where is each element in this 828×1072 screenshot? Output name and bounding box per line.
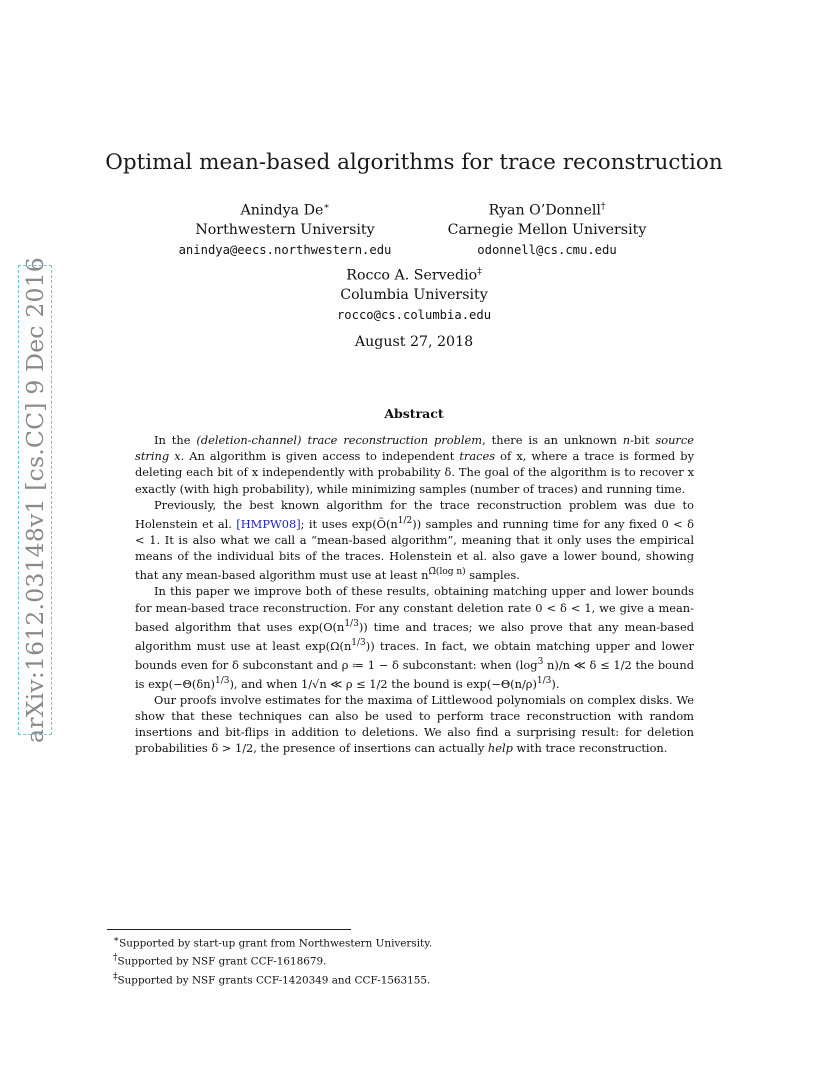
author-block-2	[412, 198, 682, 260]
footnotes	[113, 933, 432, 988]
footnote-2	[113, 951, 432, 969]
author-footnote-mark: ‡	[477, 267, 482, 277]
exponent: 1/3	[344, 618, 359, 629]
abstract-heading: Abstract	[384, 406, 444, 421]
exponent: 1/3	[536, 675, 552, 686]
author-name: Ryan O’Donnell	[488, 202, 601, 219]
author-name: Rocco A. Servedio	[346, 267, 478, 284]
paper-title: Optimal mean-based algorithms for trace reconstruction	[105, 150, 723, 175]
emphasis: help	[487, 741, 513, 756]
text-run: . An algorithm is given access to independent	[180, 449, 460, 464]
author-affiliation: Columbia University	[340, 287, 488, 304]
footnote-1	[113, 933, 432, 951]
footnote-text: Supported by NSF grants CCF-1420349 and CCF-1563155.	[117, 974, 431, 987]
abstract-paragraph-3	[135, 583, 694, 691]
emphasis: (deletion-channel) trace reconstruction problem	[196, 433, 483, 447]
footnote-rule	[107, 929, 351, 930]
text-run: n)/n ≪ δ ≤ 1/2 the bound is exp(−Θ(δn)	[135, 657, 694, 691]
arxiv-identifier: arXiv:1612.03148v1 [cs.CC] 9 Dec 2016	[21, 257, 49, 743]
author-block-3	[279, 263, 549, 325]
emphasis: n	[622, 433, 631, 447]
text-run: Previously, the best known algorithm for the trace reconstruction problem was due to Holenstein et al.	[135, 497, 694, 531]
text-run: , there is an unknown	[482, 433, 623, 447]
emphasis: traces	[459, 449, 496, 464]
text-run: with trace reconstruction.	[512, 741, 668, 756]
exponent: 1/2	[397, 516, 413, 527]
text-run: Our proofs involve estimates for the maxima of Littlewood polynomials on complex disks. We show that these techniques can also be used to perform trace reconstruction with random insertions and bit-flips in addition to deletions. We also find a surprising result: for deletion probabilities δ > 1/2, the presence of insertions can actually	[135, 692, 694, 756]
footnote-mark: ‡	[113, 971, 118, 982]
footnote-mark: †	[113, 953, 118, 964]
exponent: 1/3	[351, 637, 366, 648]
emphasis: source string x	[135, 433, 694, 464]
text-run: -bit	[630, 433, 656, 447]
author-footnote-mark: ∗	[323, 202, 330, 212]
author-affiliation: Northwestern University	[195, 222, 375, 239]
citation-link[interactable]: [HMPW08]	[236, 516, 301, 531]
footnote-text: Supported by start-up grant from Northwestern University.	[119, 937, 432, 950]
text-run: In the	[154, 433, 197, 447]
text-run: ).	[551, 676, 560, 691]
exponent: 1/3	[214, 675, 230, 686]
author-affiliation: Carnegie Mellon University	[447, 222, 647, 239]
author-email: anindya@eecs.northwestern.edu	[178, 242, 392, 257]
author-email: odonnell@cs.cmu.edu	[477, 242, 617, 257]
text-run: ), and when 1/√n ≪ ρ ≤ 1/2 the bound is exp(−Θ(n/ρ)	[229, 676, 537, 691]
text-run: )) traces. In fact, we obtain matching upper and lower bounds even for δ subconstant and ρ ≔ 1 − δ subconstant: when (log	[135, 638, 694, 672]
abstract-body	[135, 432, 694, 757]
author-footnote-mark: †	[600, 202, 606, 212]
abstract-paragraph-1	[135, 432, 694, 497]
footnote-mark: ∗	[113, 935, 120, 945]
text-run: In this paper we improve both of these results, obtaining matching upper and lower bounds for mean-based trace reconstruction. For any constant deletion rate 0 < δ < 1, we give a mean-based algorithm that uses exp(O(n	[135, 584, 694, 634]
author-email: rocco@cs.columbia.edu	[336, 307, 492, 322]
footnote-text: Supported by NSF grant CCF-1618679.	[117, 955, 327, 968]
abstract-paragraph-4	[135, 692, 694, 757]
paper-date: August 27, 2018	[354, 334, 474, 350]
abstract-paragraph-2	[135, 497, 694, 584]
author-name: Anindya De	[240, 202, 324, 219]
exponent: 3	[537, 656, 544, 667]
text-run: samples.	[465, 568, 520, 583]
text-run: ; it uses exp(Õ(n	[300, 516, 398, 531]
text-run: )) samples and running time for any fixed 0 < δ < 1. It is also what we call a “mean-based algorithm”, meaning that it only uses the empirical means of the individual bits of the traces. Holenstein et al. also gave a lower bound, showing that any mean-based algorithm must use at least n	[135, 516, 694, 583]
text-run: )) time and traces; we also prove that any mean-based algorithm must use at least exp(Ω(n	[135, 619, 694, 653]
exponent: Ω̃(log n)	[428, 567, 466, 578]
text-run: of x, where a trace is formed by deleting each bit of x independently with probability δ. The goal of the algorithm is to recover x exactly (with high probability), while minimizing samples (number of traces) and running time.	[135, 449, 695, 496]
footnote-3	[113, 970, 432, 988]
author-block-1	[150, 198, 420, 260]
